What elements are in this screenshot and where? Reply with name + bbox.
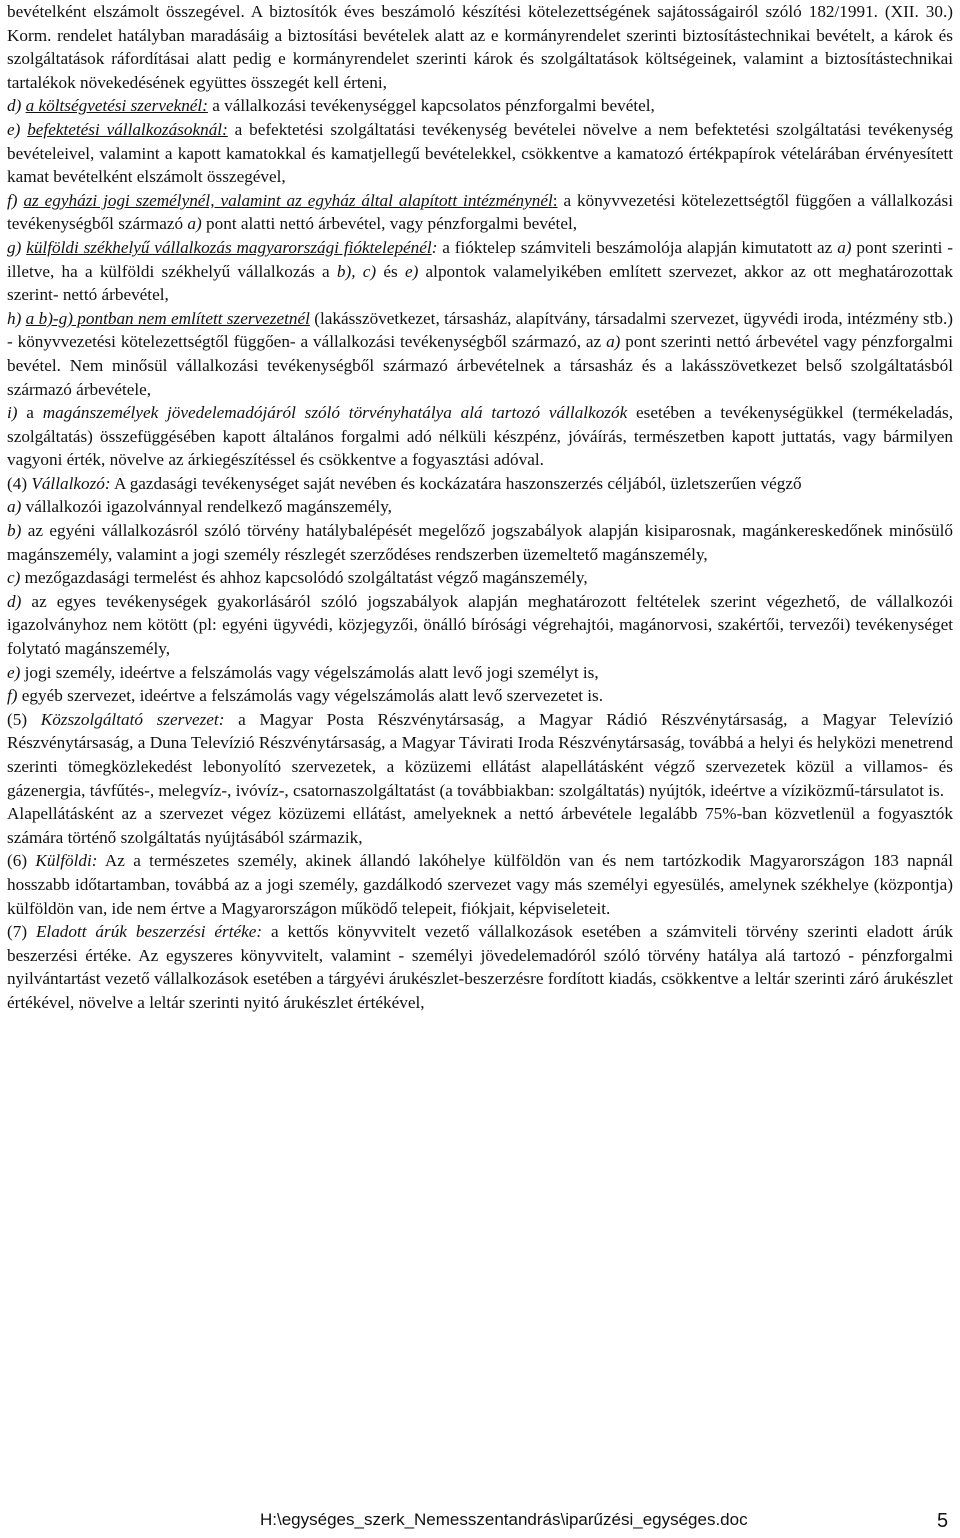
page-number: 5 [937,1510,949,1532]
text-run: a kettős könyvvitelt vezető vállalkozások esetében a számviteli törvény szerinti eladott árúk beszerzési értéke. Az egyszeres könyvvitelt, valamint - személyi jövedelemadóról szóló törvény hatálya alá tartozó - pénzforgalmi nyilvántartást vezető vállalkozások esetében a tárgyévi árukészlet-beszerzésre fordított kiadás, csökkentve a leltár szerinti záró árukészlet értékével, növelve a leltár szerinti nyitó árukészlet értékével, [7,922,953,1012]
text-run: c) [7,568,21,588]
paragraph [7,661,953,685]
text-run: pont szerinti nettó árbevétel vagy pénzforgalmi bevétel. Nem minősül vállalkozási tevékenységből származó árbevételnek a társasház és a lakásszövetkezet belső szolgáltatásból származó árbevétele, [7,332,953,399]
text-run: a befektetési szolgáltatási tevékenység bevételei növelve a nem befektetési szolgáltatási tevékenység bevételeivel, valamint a kapott kamatokkal és kamatjellegű bevételekkel, csökkentve a kamatozó értékpapírok vételárában érvényesített kamat bevételként elszámolt összegével, [7,119,953,187]
document-body [7,0,953,1015]
text-run: az egyes tevékenységek gyakorlásáról szóló jogszabályok alapján meghatározott feltételek szerint végezhető, de vállalkozói igazolványhoz nem kötött (pl: egyéni ügyvédi, közjegyzői, önálló bírósági végrehajtói, magánorvosi, szakértői, tervezői) tevékenységet folytató magánszemély, [7,591,953,659]
paragraph [7,519,953,566]
paragraph [7,590,953,661]
text-run: jogi személy, ideértve a felszámolás vagy végelszámolás alatt levő jogi személyt is, [20,662,599,682]
text-run: Alapellátásként az a szervezet végez közüzemi ellátást, amelyeknek a nettó árbevétele legalább 75%-ban közvetlenül a fogyasztók számára történő szolgáltatás nyújtásából származik, [7,804,953,847]
text-run: külföldi székhelyű vállalkozás magyarországi fióktelepénél [26,237,432,257]
text-run: e) [404,261,419,281]
text-run: Közszolgáltató szervezet: [40,709,225,729]
paragraph [7,802,953,849]
paragraph [7,849,953,920]
text-run: Vállalkozó: [31,473,111,493]
paragraph [7,495,953,519]
text-run: befektetési vállalkozásoknál: [27,119,228,139]
text-run: f) [7,686,18,706]
text-run: (lakásszövetkezet, társasház, alapítvány, társadalmi szervezet, ügyvédi iroda, intézmény stb.) - könyvvezetési kötelezettségtől függően- a vállalkozási tevékenységből származó, az [7,308,953,352]
text-run: pont szerinti - illetve, ha a külföldi székhelyű vállalkozás a [7,237,953,281]
footer-file-path: H:\egységes_szerk_Nemesszentandrás\iparűzési_egységes.doc [260,1510,748,1529]
text-run: : [552,190,558,210]
text-run: egyéb szervezet, ideértve a felszámolás vagy végelszámolás alatt levő szervezetet is. [17,686,604,706]
text-run: a fióktelep számviteli beszámolója alapján kimutatott az [437,237,838,257]
paragraph [7,920,953,1014]
text-run: a vállalkozási tevékenységgel kapcsolatos pénzforgalmi bevétel, [207,96,655,116]
paragraph [7,684,953,708]
text-run: (5) [7,709,41,729]
text-run: az egyházi jogi személynél, valamint az egyház által alapított intézménynél [23,190,553,210]
paragraph [7,566,953,590]
text-run: alpontok valamelyikében említett szervezet, akkor az ott meghatározottak szerint- nettó árbevétel, [7,261,953,305]
paragraph [7,401,953,472]
text-run: b) [7,521,22,541]
text-run: Az a természetes személy, akinek állandó lakóhelye külföldön van és nem tartózkodik Magyarországon 183 napnál hosszabb időtartamban, továbbá az a jogi személy, gazdálkodó szervezet vagy más személyi egyesülés, amelynek székhelye (központja) külföldön van, ide nem értve a Magyarországon működő telepeit, fiókjait, képviseleteit. [7,851,953,918]
text-run: vállalkozói igazolvánnyal rendelkező magánszemély, [21,497,392,517]
text-run: Külföldi: [35,851,98,871]
text-run: (4) [7,473,32,493]
text-run: a) [7,497,22,517]
text-run: a költségvetési szerveknél: [25,96,208,116]
text-run: d) [7,96,26,116]
text-run: e) [7,662,21,682]
text-run: A gazdasági tevékenységet saját nevében és kockázatára haszonszerzés céljából, üzletszerűen végző [110,473,802,493]
text-run: magánszemélyek jövedelemadójáról szóló törvényhatálya alá tartozó vállalkozók [42,403,628,423]
paragraph [7,94,953,118]
text-run: bevételként elszámolt összegével. A biztosítók éves beszámoló készítési kötelezettségének sajátosságairól szóló 182/1991. (XII. 30.) Korm. rendelet hatályban maradásáig a biztosítási bevételek alatt az e kormányrendelet szerinti biztosítástechnikai bevételt, a károk és szolgáltatások ráfordításai alatt pedig e kormányrendelet szerinti károk és szolgáltatások költségeinek, valamint a biztosítástechnikai tartalékok növekedésének együttes összegét kell érteni, [7,2,953,92]
paragraph [7,118,953,189]
text-run: : [431,237,438,257]
text-run: f) [7,190,24,210]
text-run: g) [7,237,27,257]
text-run: az egyéni vállalkozásról szóló törvény hatálybalépését megelőző jogszabályok alapján kisiparosnak, magánkereskedőnek minősülő magánszemély, valamint a jogi személy részlegét szerződéses rendszerben üzemeltető magánszemély, [7,521,953,564]
text-run: a b)-g) pontban nem említett szervezetnél [25,308,310,328]
text-run: i) [7,403,18,423]
text-run: d) [7,591,22,611]
text-run: h) [7,308,26,328]
text-run: pont alatti nettó árbevétel, vagy pénzforgalmi bevétel, [201,214,578,234]
paragraph [7,189,953,236]
text-run: a [17,403,43,423]
paragraph [7,236,953,307]
text-run: és [376,261,405,281]
text-run: a) [606,332,621,352]
text-run: e) [7,119,28,139]
text-run: (6) [7,851,36,871]
text-run: esetében a tevékenységükkel (termékeladás, szolgáltatás) összefüggésében kapott általános forgalmi adó nélküli készpénz, jóváírás, természetben kapott juttatás, vagy bármilyen vagyoni érték, növelve az árkiegészítéssel és csökkentve a fogyasztási adóval. [7,403,953,470]
paragraph [7,472,953,496]
text-run: b), c) [336,261,377,281]
text-run: Eladott árúk beszerzési értéke: [35,922,263,942]
paragraph [7,307,953,401]
text-run: a könyvvezetési kötelezettségtől függően a vállalkozási tevékenységből származó [7,190,953,234]
text-run: (7) [7,922,36,942]
text-run: a) [187,214,202,234]
paragraph [7,708,953,802]
text-run: mezőgazdasági termelést és ahhoz kapcsolódó szolgáltatást végző magánszemély, [20,568,588,588]
paragraph [7,0,953,94]
text-run: a Magyar Posta Részvénytársaság, a Magyar Rádió Részvénytársaság, a Magyar Televízió Részvénytársaság, a Duna Televízió Részvénytársaság, a Magyar Távirati Iroda Részvénytársaság, továbbá a helyi és helyközi menetrend szerinti tömegközlekedést lebonyolító szervezetek, a közüzemi ellátást alapellátásként végző szervezetek közül a villamos- és gázenergia, távfűtés-, melegvíz-, ivóvíz-, csatornaszolgáltatást (a továbbiakban: szolgáltatás) nyújtók, ideértve a víziközmű-társulatot is. [7,709,953,800]
text-run: a) [837,237,852,257]
